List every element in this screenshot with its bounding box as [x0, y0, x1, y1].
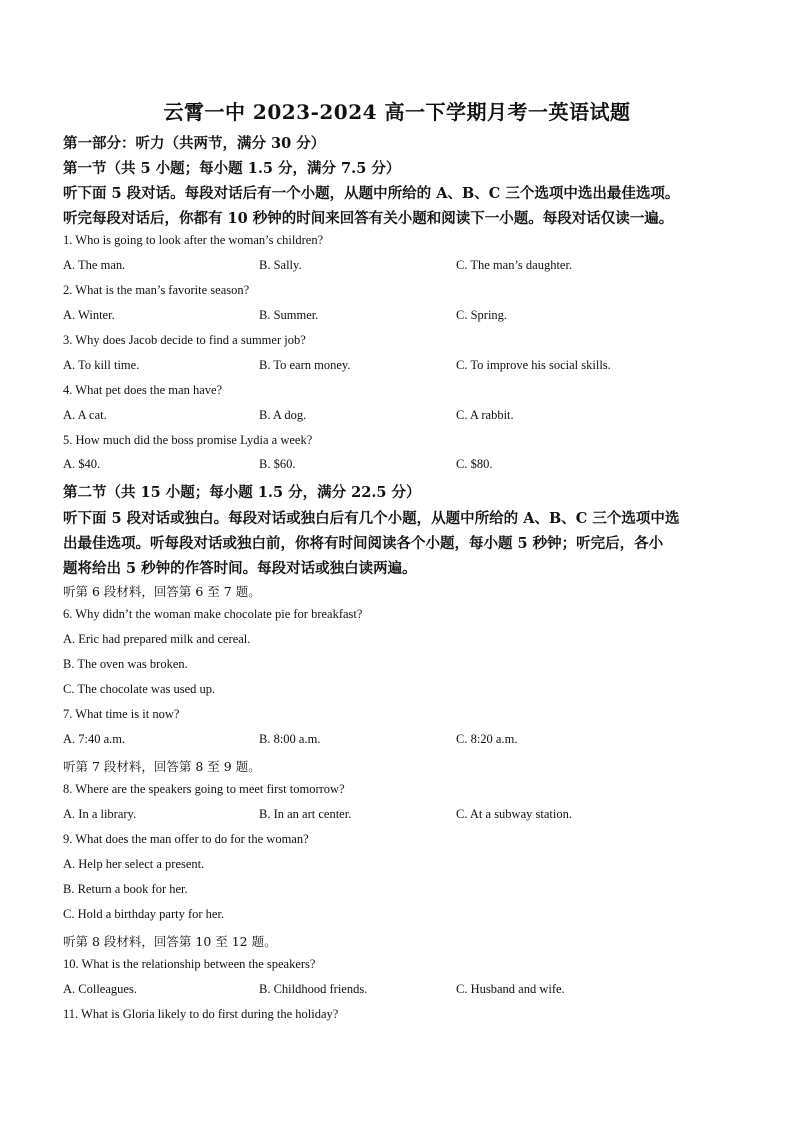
q2-option-a: A. Winter.	[63, 308, 115, 322]
question-6: 6. Why didn’t the woman make chocolate pie for breakfast?	[63, 607, 363, 621]
q1-option-c: C. The man’s daughter.	[456, 258, 573, 272]
q7-option-c: C. 8:20 a.m.	[456, 732, 518, 746]
q5-option-a: A. $40.	[63, 457, 101, 471]
part1-heading: 第一部分：听力（共两节，满分 30 分）	[63, 135, 326, 152]
q2-option-b: B. Summer.	[259, 308, 319, 322]
question-11: 11. What is Gloria likely to do first during the holiday?	[63, 1007, 339, 1021]
q4-option-c: C. A rabbit.	[456, 408, 514, 422]
material-6-note: 听第 6 段材料，回答第 6 至 7 题。	[63, 584, 261, 599]
q6-option-b: B. The oven was broken.	[63, 657, 188, 671]
question-8: 8. Where are the speakers going to meet first tomorrow?	[63, 782, 345, 796]
question-2: 2. What is the man’s favorite season?	[63, 283, 250, 297]
question-4: 4. What pet does the man have?	[63, 383, 223, 397]
material-8-note: 听第 8 段材料，回答第 10 至 12 题。	[63, 934, 277, 949]
q10-option-b: B. Childhood friends.	[259, 982, 368, 996]
section1-instruction-line1: 听下面 5 段对话。每段对话后有一个小题，从题中所给的 A、B、C 三个选项中选出最佳选项。	[63, 185, 680, 202]
q8-option-a: A. In a library.	[63, 807, 137, 821]
question-9: 9. What does the man offer to do for the woman?	[63, 832, 309, 846]
q9-option-a: A. Help her select a present.	[63, 857, 205, 871]
section1-instruction-line2: 听完每段对话后，你都有 10 秒钟的时间来回答有关小题和阅读下一小题。每段对话仅读一遍。	[63, 210, 674, 227]
question-5: 5. How much did the boss promise Lydia a week?	[63, 433, 313, 447]
q9-option-b: B. Return a book for her.	[63, 882, 188, 896]
question-1: 1. Who is going to look after the woman’s children?	[63, 233, 324, 247]
q3-option-b: B. To earn money.	[259, 358, 351, 372]
q10-option-a: A. Colleagues.	[63, 982, 137, 996]
section2-instruction-line1: 听下面 5 段对话或独白。每段对话或独白后有几个小题，从题中所给的 A、B、C 三个选项中选	[63, 510, 680, 527]
q3-option-a: A. To kill time.	[63, 358, 140, 372]
section2-instruction-line3: 题将给出 5 秒钟的作答时间。每段对话或独白读两遍。	[63, 560, 417, 577]
q1-option-a: A. The man.	[63, 258, 126, 272]
q1-option-b: B. Sally.	[259, 258, 302, 272]
question-10: 10. What is the relationship between the speakers?	[63, 957, 316, 971]
q7-option-a: A. 7:40 a.m.	[63, 732, 126, 746]
q4-option-b: B. A dog.	[259, 408, 307, 422]
material-7-note: 听第 7 段材料，回答第 8 至 9 题。	[63, 759, 261, 774]
page-title: 云霄一中 2023-2024 高一下学期月考一英语试题	[163, 100, 631, 124]
q6-option-a: A. Eric had prepared milk and cereal.	[63, 632, 251, 646]
q6-option-c: C. The chocolate was used up.	[63, 682, 216, 696]
q4-option-a: A. A cat.	[63, 408, 107, 422]
q7-option-b: B. 8:00 a.m.	[259, 732, 321, 746]
section1-heading: 第一节（共 5 小题；每小题 1.5 分，满分 7.5 分）	[63, 160, 401, 177]
q8-option-b: B. In an art center.	[259, 807, 352, 821]
section2-heading: 第二节（共 15 小题；每小题 1.5 分，满分 22.5 分）	[63, 484, 421, 501]
q3-option-c: C. To improve his social skills.	[456, 358, 611, 372]
question-3: 3. Why does Jacob decide to find a summer job?	[63, 333, 306, 347]
q2-option-c: C. Spring.	[456, 308, 508, 322]
question-7: 7. What time is it now?	[63, 707, 180, 721]
q8-option-c: C. At a subway station.	[456, 807, 572, 821]
q10-option-c: C. Husband and wife.	[456, 982, 565, 996]
q5-option-b: B. $60.	[259, 457, 296, 471]
q5-option-c: C. $80.	[456, 457, 493, 471]
q9-option-c: C. Hold a birthday party for her.	[63, 907, 225, 921]
section2-instruction-line2: 出最佳选项。听每段对话或独白前，你将有时间阅读各个小题，每小题 5 秒钟；听完后，各小	[63, 535, 664, 552]
